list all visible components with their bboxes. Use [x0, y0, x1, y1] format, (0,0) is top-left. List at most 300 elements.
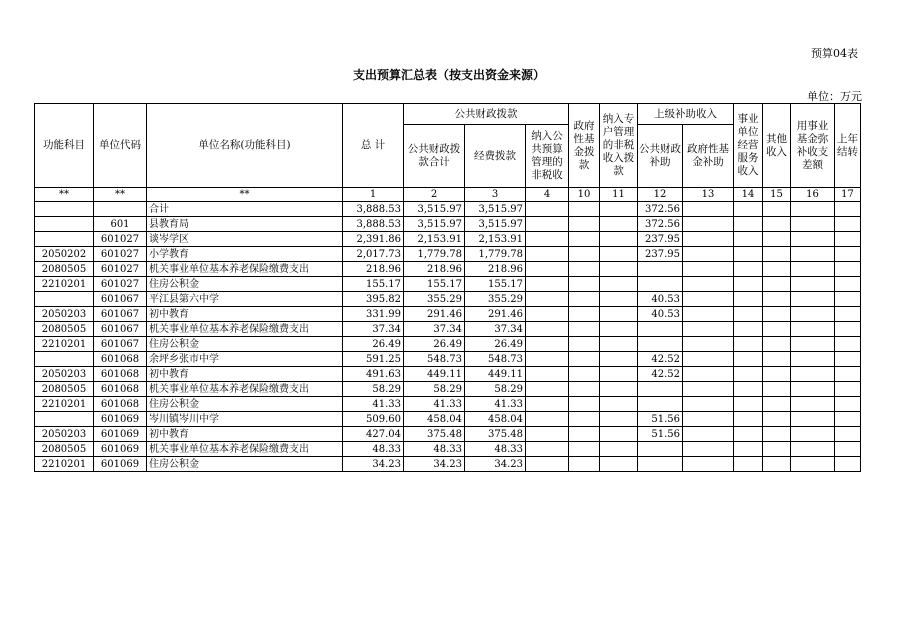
func-subject-cell	[35, 292, 94, 307]
public-fiscal-subsidy-cell: 237.95	[638, 247, 683, 262]
table-row	[35, 427, 861, 442]
other-income-cell	[763, 232, 791, 247]
unit-name-cell: 初中教育	[147, 427, 343, 442]
fund-balance-cell	[791, 262, 835, 277]
business-income-cell	[734, 412, 763, 427]
carry-over-cell	[835, 322, 861, 337]
func-subject-cell	[35, 217, 94, 232]
total-cell: 3,888.53	[343, 202, 404, 217]
gov-fund-cell	[569, 412, 600, 427]
column-index-cell: 3	[465, 188, 526, 202]
funding-cell: 3,515.97	[465, 202, 526, 217]
table-row	[35, 457, 861, 472]
fund-balance-cell	[791, 412, 835, 427]
funding-cell: 291.46	[465, 307, 526, 322]
funding-cell: 548.73	[465, 352, 526, 367]
business-income-cell	[734, 202, 763, 217]
total-cell: 155.17	[343, 277, 404, 292]
total-cell: 48.33	[343, 442, 404, 457]
unit-name-cell: 机关事业单位基本养老保险缴费支出	[147, 322, 343, 337]
public-fiscal-subsidy-cell: 42.52	[638, 367, 683, 382]
business-income-cell	[734, 442, 763, 457]
public-fiscal-subsidy-cell: 51.56	[638, 412, 683, 427]
gov-fund-cell	[569, 442, 600, 457]
funding-cell: 458.04	[465, 412, 526, 427]
public-fiscal-total-cell: 155.17	[404, 277, 465, 292]
gov-fund-subsidy-cell	[683, 307, 734, 322]
nontax-cell	[526, 247, 569, 262]
public-fiscal-subsidy-cell: 372.56	[638, 202, 683, 217]
other-income-cell	[763, 442, 791, 457]
gov-fund-subsidy-cell	[683, 262, 734, 277]
column-index-cell: **	[94, 188, 147, 202]
table-row	[35, 337, 861, 352]
other-income-cell	[763, 247, 791, 262]
unit-name-cell: 住房公积金	[147, 397, 343, 412]
gov-fund-cell	[569, 217, 600, 232]
special-nontax-cell	[600, 292, 638, 307]
header-carry-over: 上年结转	[835, 104, 861, 188]
func-subject-cell: 2050203	[35, 367, 94, 382]
table-row	[35, 217, 861, 232]
total-cell: 58.29	[343, 382, 404, 397]
nontax-cell	[526, 202, 569, 217]
other-income-cell	[763, 427, 791, 442]
fund-balance-cell	[791, 247, 835, 262]
unit-name-cell: 机关事业单位基本养老保险缴费支出	[147, 442, 343, 457]
business-income-cell	[734, 232, 763, 247]
unit-name-cell: 谈岑学区	[147, 232, 343, 247]
other-income-cell	[763, 322, 791, 337]
carry-over-cell	[835, 217, 861, 232]
total-cell: 491.63	[343, 367, 404, 382]
nontax-cell	[526, 427, 569, 442]
funding-cell: 1,779.78	[465, 247, 526, 262]
func-subject-cell: 2210201	[35, 397, 94, 412]
gov-fund-cell	[569, 457, 600, 472]
func-subject-cell	[35, 202, 94, 217]
func-subject-cell: 2080505	[35, 442, 94, 457]
column-index-cell: 10	[569, 188, 600, 202]
public-fiscal-total-cell: 2,153.91	[404, 232, 465, 247]
special-nontax-cell	[600, 232, 638, 247]
gov-fund-subsidy-cell	[683, 382, 734, 397]
table-row	[35, 307, 861, 322]
fund-balance-cell	[791, 322, 835, 337]
public-fiscal-subsidy-cell	[638, 337, 683, 352]
unit-code-cell: 601067	[94, 292, 147, 307]
unit-code-cell: 601068	[94, 367, 147, 382]
unit-code-cell: 601027	[94, 232, 147, 247]
public-fiscal-total-cell: 26.49	[404, 337, 465, 352]
column-index-cell: 17	[835, 188, 861, 202]
special-nontax-cell	[600, 457, 638, 472]
gov-fund-cell	[569, 367, 600, 382]
special-nontax-cell	[600, 217, 638, 232]
func-subject-cell	[35, 232, 94, 247]
nontax-cell	[526, 457, 569, 472]
carry-over-cell	[835, 277, 861, 292]
table-row	[35, 262, 861, 277]
gov-fund-subsidy-cell	[683, 397, 734, 412]
unit-name-cell: 初中教育	[147, 307, 343, 322]
unit-name-cell: 机关事业单位基本养老保险缴费支出	[147, 262, 343, 277]
other-income-cell	[763, 367, 791, 382]
fund-balance-cell	[791, 397, 835, 412]
func-subject-cell: 2210201	[35, 457, 94, 472]
fund-balance-cell	[791, 382, 835, 397]
special-nontax-cell	[600, 382, 638, 397]
funding-cell: 3,515.97	[465, 217, 526, 232]
gov-fund-subsidy-cell	[683, 217, 734, 232]
nontax-cell	[526, 307, 569, 322]
nontax-cell	[526, 262, 569, 277]
table-row	[35, 397, 861, 412]
public-fiscal-subsidy-cell: 372.56	[638, 217, 683, 232]
special-nontax-cell	[600, 262, 638, 277]
special-nontax-cell	[600, 202, 638, 217]
gov-fund-cell	[569, 292, 600, 307]
func-subject-cell	[35, 412, 94, 427]
business-income-cell	[734, 367, 763, 382]
func-subject-cell: 2080505	[35, 322, 94, 337]
gov-fund-cell	[569, 427, 600, 442]
column-index-cell: 13	[683, 188, 734, 202]
other-income-cell	[763, 382, 791, 397]
unit-code-cell: 601068	[94, 397, 147, 412]
gov-fund-subsidy-cell	[683, 292, 734, 307]
business-income-cell	[734, 292, 763, 307]
header-business-income: 事业单位经营服务收入	[734, 104, 763, 188]
funding-cell: 2,153.91	[465, 232, 526, 247]
table-row	[35, 232, 861, 247]
unit-code-cell: 601067	[94, 322, 147, 337]
business-income-cell	[734, 217, 763, 232]
table-row	[35, 247, 861, 262]
business-income-cell	[734, 457, 763, 472]
fund-balance-cell	[791, 292, 835, 307]
other-income-cell	[763, 217, 791, 232]
gov-fund-cell	[569, 232, 600, 247]
funding-cell: 37.34	[465, 322, 526, 337]
public-fiscal-total-cell: 1,779.78	[404, 247, 465, 262]
header-total: 总 计	[343, 104, 404, 188]
nontax-cell	[526, 367, 569, 382]
nontax-cell	[526, 277, 569, 292]
nontax-cell	[526, 322, 569, 337]
gov-fund-subsidy-cell	[683, 202, 734, 217]
column-index-cell: 14	[734, 188, 763, 202]
public-fiscal-subsidy-cell: 42.52	[638, 352, 683, 367]
gov-fund-subsidy-cell	[683, 412, 734, 427]
fund-balance-cell	[791, 202, 835, 217]
func-subject-cell: 2210201	[35, 277, 94, 292]
gov-fund-cell	[569, 397, 600, 412]
carry-over-cell	[835, 307, 861, 322]
header-public-fiscal-total: 公共财政拨款合计	[404, 125, 465, 188]
total-cell: 591.25	[343, 352, 404, 367]
special-nontax-cell	[600, 412, 638, 427]
public-fiscal-subsidy-cell: 40.53	[638, 292, 683, 307]
header-superior-subsidy: 上级补助收入	[638, 104, 734, 125]
total-cell: 331.99	[343, 307, 404, 322]
special-nontax-cell	[600, 397, 638, 412]
public-fiscal-subsidy-cell	[638, 442, 683, 457]
fund-balance-cell	[791, 217, 835, 232]
public-fiscal-subsidy-cell: 40.53	[638, 307, 683, 322]
column-index-row	[35, 188, 861, 202]
carry-over-cell	[835, 427, 861, 442]
public-fiscal-total-cell: 375.48	[404, 427, 465, 442]
funding-cell: 218.96	[465, 262, 526, 277]
unit-name-cell: 机关事业单位基本养老保险缴费支出	[147, 382, 343, 397]
header-unit-code: 单位代码	[94, 104, 147, 188]
public-fiscal-total-cell: 37.34	[404, 322, 465, 337]
gov-fund-cell	[569, 202, 600, 217]
budget-table	[34, 103, 861, 472]
other-income-cell	[763, 262, 791, 277]
unit-code-cell: 601068	[94, 352, 147, 367]
unit-name-cell: 余坪乡张市中学	[147, 352, 343, 367]
gov-fund-subsidy-cell	[683, 442, 734, 457]
gov-fund-cell	[569, 277, 600, 292]
funding-cell: 355.29	[465, 292, 526, 307]
unit-code-cell: 601067	[94, 307, 147, 322]
unit-code-cell: 601067	[94, 337, 147, 352]
business-income-cell	[734, 337, 763, 352]
fund-balance-cell	[791, 457, 835, 472]
carry-over-cell	[835, 352, 861, 367]
unit-code-cell: 601068	[94, 382, 147, 397]
carry-over-cell	[835, 382, 861, 397]
gov-fund-cell	[569, 322, 600, 337]
public-fiscal-total-cell: 3,515.97	[404, 202, 465, 217]
total-cell: 395.82	[343, 292, 404, 307]
public-fiscal-subsidy-cell	[638, 457, 683, 472]
total-cell: 2,017.73	[343, 247, 404, 262]
table-row	[35, 382, 861, 397]
gov-fund-subsidy-cell	[683, 277, 734, 292]
carry-over-cell	[835, 442, 861, 457]
other-income-cell	[763, 307, 791, 322]
gov-fund-cell	[569, 247, 600, 262]
unit-name-cell: 住房公积金	[147, 457, 343, 472]
func-subject-cell: 2080505	[35, 262, 94, 277]
fund-balance-cell	[791, 337, 835, 352]
column-index-cell: 11	[600, 188, 638, 202]
gov-fund-subsidy-cell	[683, 232, 734, 247]
column-index-cell: 4	[526, 188, 569, 202]
funding-cell: 26.49	[465, 337, 526, 352]
gov-fund-subsidy-cell	[683, 337, 734, 352]
gov-fund-subsidy-cell	[683, 367, 734, 382]
nontax-cell	[526, 337, 569, 352]
column-index-cell: 2	[404, 188, 465, 202]
table-row	[35, 352, 861, 367]
gov-fund-cell	[569, 352, 600, 367]
fund-balance-cell	[791, 307, 835, 322]
nontax-cell	[526, 442, 569, 457]
public-fiscal-subsidy-cell: 237.95	[638, 232, 683, 247]
fund-balance-cell	[791, 367, 835, 382]
special-nontax-cell	[600, 322, 638, 337]
func-subject-cell: 2050203	[35, 427, 94, 442]
funding-cell: 375.48	[465, 427, 526, 442]
nontax-cell	[526, 292, 569, 307]
funding-cell: 449.11	[465, 367, 526, 382]
special-nontax-cell	[600, 277, 638, 292]
public-fiscal-total-cell: 291.46	[404, 307, 465, 322]
public-fiscal-subsidy-cell	[638, 277, 683, 292]
total-cell: 26.49	[343, 337, 404, 352]
public-fiscal-total-cell: 58.29	[404, 382, 465, 397]
public-fiscal-total-cell: 458.04	[404, 412, 465, 427]
other-income-cell	[763, 352, 791, 367]
table-row	[35, 292, 861, 307]
header-public-fiscal-subsidy: 公共财政补助	[638, 125, 683, 188]
public-fiscal-subsidy-cell	[638, 397, 683, 412]
func-subject-cell: 2080505	[35, 382, 94, 397]
report-number: 预算04表	[811, 47, 858, 60]
table-body	[35, 202, 861, 472]
carry-over-cell	[835, 397, 861, 412]
funding-cell: 34.23	[465, 457, 526, 472]
gov-fund-subsidy-cell	[683, 352, 734, 367]
public-fiscal-total-cell: 355.29	[404, 292, 465, 307]
total-cell: 509.60	[343, 412, 404, 427]
table-row	[35, 202, 861, 217]
unit-name-cell: 初中教育	[147, 367, 343, 382]
total-cell: 2,391.86	[343, 232, 404, 247]
func-subject-cell: 2050202	[35, 247, 94, 262]
table-row	[35, 367, 861, 382]
table-row	[35, 442, 861, 457]
gov-fund-cell	[569, 307, 600, 322]
header-special-nontax: 纳入专户管理的非税收入拨款	[600, 104, 638, 188]
nontax-cell	[526, 217, 569, 232]
header-func-subject: 功能科目	[35, 104, 94, 188]
nontax-cell	[526, 352, 569, 367]
unit-code-cell: 601027	[94, 247, 147, 262]
unit-code-cell: 601	[94, 217, 147, 232]
carry-over-cell	[835, 232, 861, 247]
public-fiscal-total-cell: 218.96	[404, 262, 465, 277]
header-gov-fund: 政府性基金拨款	[569, 104, 600, 188]
header-funding: 经费拨款	[465, 125, 526, 188]
carry-over-cell	[835, 262, 861, 277]
carry-over-cell	[835, 412, 861, 427]
public-fiscal-total-cell: 34.23	[404, 457, 465, 472]
business-income-cell	[734, 307, 763, 322]
special-nontax-cell	[600, 367, 638, 382]
other-income-cell	[763, 412, 791, 427]
total-cell: 427.04	[343, 427, 404, 442]
unit-code-cell: 601027	[94, 262, 147, 277]
public-fiscal-total-cell: 548.73	[404, 352, 465, 367]
unit-code-cell: 601069	[94, 412, 147, 427]
unit-name-cell: 平江县第六中学	[147, 292, 343, 307]
fund-balance-cell	[791, 277, 835, 292]
public-fiscal-total-cell: 3,515.97	[404, 217, 465, 232]
public-fiscal-total-cell: 48.33	[404, 442, 465, 457]
nontax-cell	[526, 382, 569, 397]
public-fiscal-subsidy-cell	[638, 262, 683, 277]
nontax-cell	[526, 232, 569, 247]
business-income-cell	[734, 427, 763, 442]
business-income-cell	[734, 247, 763, 262]
unit-code-cell: 601069	[94, 427, 147, 442]
column-index-cell: **	[147, 188, 343, 202]
gov-fund-subsidy-cell	[683, 247, 734, 262]
header-other-income: 其他收入	[763, 104, 791, 188]
fund-balance-cell	[791, 232, 835, 247]
column-index-cell: 15	[763, 188, 791, 202]
funding-cell: 155.17	[465, 277, 526, 292]
public-fiscal-subsidy-cell	[638, 382, 683, 397]
table-row	[35, 277, 861, 292]
total-cell: 34.23	[343, 457, 404, 472]
unit-code-cell: 601027	[94, 277, 147, 292]
unit-code-cell	[94, 202, 147, 217]
public-fiscal-subsidy-cell	[638, 322, 683, 337]
header-public-fiscal: 公共财政拨款	[404, 104, 569, 125]
header-gov-fund-subsidy: 政府性基金补助	[683, 125, 734, 188]
func-subject-cell	[35, 352, 94, 367]
header-fund-balance: 用事业基金弥补收支差额	[791, 104, 835, 188]
business-income-cell	[734, 262, 763, 277]
gov-fund-subsidy-cell	[683, 457, 734, 472]
business-income-cell	[734, 397, 763, 412]
carry-over-cell	[835, 247, 861, 262]
special-nontax-cell	[600, 352, 638, 367]
unit-name-cell: 县教育局	[147, 217, 343, 232]
carry-over-cell	[835, 202, 861, 217]
public-fiscal-total-cell: 41.33	[404, 397, 465, 412]
business-income-cell	[734, 382, 763, 397]
nontax-cell	[526, 412, 569, 427]
column-index-cell: 16	[791, 188, 835, 202]
unit-code-cell: 601069	[94, 457, 147, 472]
gov-fund-cell	[569, 262, 600, 277]
public-fiscal-subsidy-cell: 51.56	[638, 427, 683, 442]
column-index-cell: **	[35, 188, 94, 202]
table-row	[35, 412, 861, 427]
other-income-cell	[763, 292, 791, 307]
funding-cell: 41.33	[465, 397, 526, 412]
gov-fund-subsidy-cell	[683, 322, 734, 337]
funding-cell: 58.29	[465, 382, 526, 397]
table-row	[35, 322, 861, 337]
fund-balance-cell	[791, 352, 835, 367]
gov-fund-cell	[569, 337, 600, 352]
total-cell: 218.96	[343, 262, 404, 277]
fund-balance-cell	[791, 442, 835, 457]
total-cell: 3,888.53	[343, 217, 404, 232]
unit-name-cell: 住房公积金	[147, 277, 343, 292]
total-cell: 37.34	[343, 322, 404, 337]
public-fiscal-total-cell: 449.11	[404, 367, 465, 382]
unit-code-cell: 601069	[94, 442, 147, 457]
business-income-cell	[734, 322, 763, 337]
other-income-cell	[763, 337, 791, 352]
other-income-cell	[763, 277, 791, 292]
unit-name-cell: 合计	[147, 202, 343, 217]
column-index-cell: 1	[343, 188, 404, 202]
other-income-cell	[763, 397, 791, 412]
special-nontax-cell	[600, 427, 638, 442]
special-nontax-cell	[600, 307, 638, 322]
special-nontax-cell	[600, 442, 638, 457]
